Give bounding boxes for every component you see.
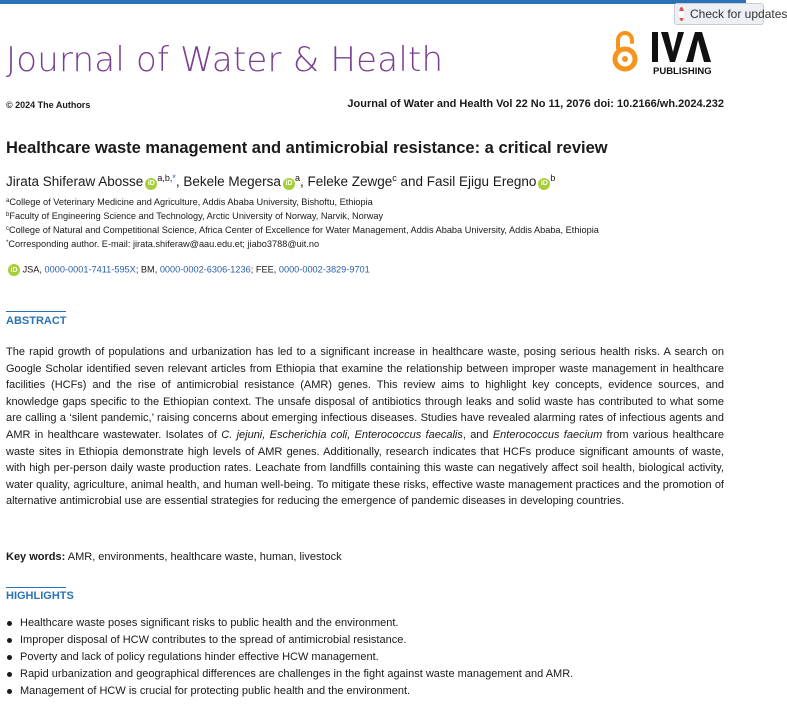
- author-separator: ,: [175, 174, 184, 189]
- copyright-notice: © 2024 The Authors: [6, 100, 91, 110]
- author-name: Jirata Shiferaw Abosse: [6, 174, 144, 189]
- affiliation-item: [6, 223, 599, 237]
- keywords: [6, 551, 342, 563]
- bookmark-icon: [679, 7, 684, 21]
- highlights-list: [6, 615, 573, 700]
- highlight-item: Rapid urbanization and geographical differences are challenges in the fight against waste management and AMR.: [6, 666, 573, 683]
- affiliation-marker: b: [550, 173, 556, 183]
- affiliation-marker: a: [294, 173, 300, 183]
- keywords-label: Key words:: [6, 551, 66, 563]
- citation-line: Journal of Water and Health Vol 22 No 11, 2076 doi: 10.2166/wh.2024.232: [347, 98, 724, 110]
- orcid-link[interactable]: 0000-0002-6306-1236: [159, 264, 251, 275]
- orcid-icon[interactable]: iD: [283, 178, 295, 190]
- abstract-heading: ABSTRACT: [6, 315, 67, 327]
- affiliation-text: College of Veterinary Medicine and Agriculture, Addis Ababa University, Bishoftu, Ethiopia: [9, 197, 373, 207]
- abstract-species-names: C. jejuni, Escherichia coli, Enterococcus faecalis: [221, 428, 463, 441]
- orcid-link[interactable]: 0000-0001-7411-595X: [44, 264, 136, 275]
- abstract-species-name: Enterococcus faecium: [492, 428, 603, 441]
- open-access-icon: [615, 33, 635, 69]
- author-name: Fasil Ejigu Eregno: [426, 174, 537, 189]
- affiliation-text: Faculty of Engineering Science and Technology, Arctic University of Norway, Narvik, Norway: [9, 211, 384, 221]
- corresponding-author-marker[interactable]: *: [172, 173, 176, 183]
- abstract-rule: [6, 311, 66, 312]
- corresponding-author-text: Corresponding author. E-mail: jirata.shiferaw@aau.edu.et; jiabo3788@uit.no: [8, 239, 320, 249]
- abstract-segment: from various healthcare waste sites in Ethiopia demonstrate high levels of AMR genes. Additionally, research indicates that HCFs produce significant amounts of waste, with high per-person daily waste production rates. Leachate from landfills containing this waste can negatively affect soil health, biological activity, water quality, agriculture, animal health, and human well-being. To mitigate these risks, effective waste management practices and the promotion of alternative antimicrobial use are essential strategies for reducing the emergence of pandemic diseases in developing countries.: [6, 428, 724, 508]
- affiliation-marker: c: [6, 226, 9, 232]
- orcid-icon[interactable]: iD: [538, 178, 550, 190]
- journal-title: Journal of Water & Health: [6, 40, 444, 80]
- publisher-logo: [612, 26, 724, 78]
- affiliations: [6, 195, 599, 251]
- corresponding-author-note: [6, 237, 599, 251]
- orcid-author-label: FEE,: [255, 264, 279, 275]
- top-accent-bar: [0, 0, 746, 4]
- highlight-item: Poverty and lack of policy regulations hinder effective HCW management.: [6, 649, 573, 666]
- abstract-segment: The rapid growth of populations and urbanization has led to a significant increase in healthcare waste, posing serious health risks. A search on Google Scholar identified seven relevant articles from Ethiopia that examine the relationship between improper waste management in healthcare facilities (HCFs) and the rise of antimicrobial resistance (AMR) genes. This review aims to highlight key concepts, evidence sources, and knowledge gaps specific to the Ethiopian context. The unsafe disposal of antibiotics through leaks and solid waste has contributed to what some are calling a ‘silent pandemic,’ raising concerns about emerging infectious diseases. Studies have revealed alarming rates of infectious agents and AMR in healthcare wastewater. Isolates of: [6, 346, 724, 441]
- orcid-icon: iD: [8, 264, 20, 276]
- affiliation-item: [6, 195, 599, 209]
- orcid-list: [6, 264, 370, 276]
- orcid-author-label: BM,: [140, 264, 160, 275]
- author-name: Bekele Megersa: [183, 174, 281, 189]
- highlight-item: Improper disposal of HCW contributes to the spread of antimicrobial resistance.: [6, 632, 573, 649]
- abstract-segment: , and: [462, 428, 493, 441]
- author-name: Feleke Zewge: [307, 174, 393, 189]
- highlights-rule: [6, 587, 66, 588]
- author-separator: ,: [299, 174, 308, 189]
- orcid-separator: ;: [250, 264, 256, 275]
- author-list: [6, 173, 555, 190]
- highlight-item: Healthcare waste poses significant risks to public health and the environment.: [6, 615, 573, 632]
- orcid-link[interactable]: 0000-0002-3829-9701: [278, 264, 370, 275]
- check-for-updates-button[interactable]: [674, 3, 787, 25]
- affiliation-marker: c: [392, 173, 397, 183]
- paper-title: Healthcare waste management and antimicrobial resistance: a critical review: [6, 139, 608, 157]
- keywords-text: AMR, environments, healthcare waste, human, livestock: [65, 551, 342, 563]
- orcid-icon[interactable]: iD: [145, 178, 157, 190]
- affiliation-marker: b: [6, 212, 10, 218]
- publishing-wordmark: PUBLISHING: [653, 66, 712, 77]
- affiliation-item: [6, 209, 599, 223]
- highlight-item: Management of HCW is crucial for protecting public health and the environment.: [6, 683, 573, 700]
- orcid-author-label: JSA,: [22, 264, 45, 275]
- highlights-heading: HIGHLIGHTS: [6, 590, 74, 602]
- affiliation-text: College of Natural and Competitional Science, Africa Center of Excellence for Water Management, Addis Ababa University, Addis Ababa, Ethiopia: [9, 225, 599, 235]
- affiliation-marker: a,b,: [157, 173, 173, 183]
- iwa-logo-mark: [652, 32, 712, 77]
- affiliation-marker: a: [6, 198, 10, 204]
- check-for-updates-label: Check for updates: [690, 7, 787, 21]
- orcid-separator: ;: [135, 264, 141, 275]
- abstract-text: [6, 344, 724, 510]
- author-separator: and: [396, 174, 427, 189]
- affiliation-marker: *: [6, 240, 9, 246]
